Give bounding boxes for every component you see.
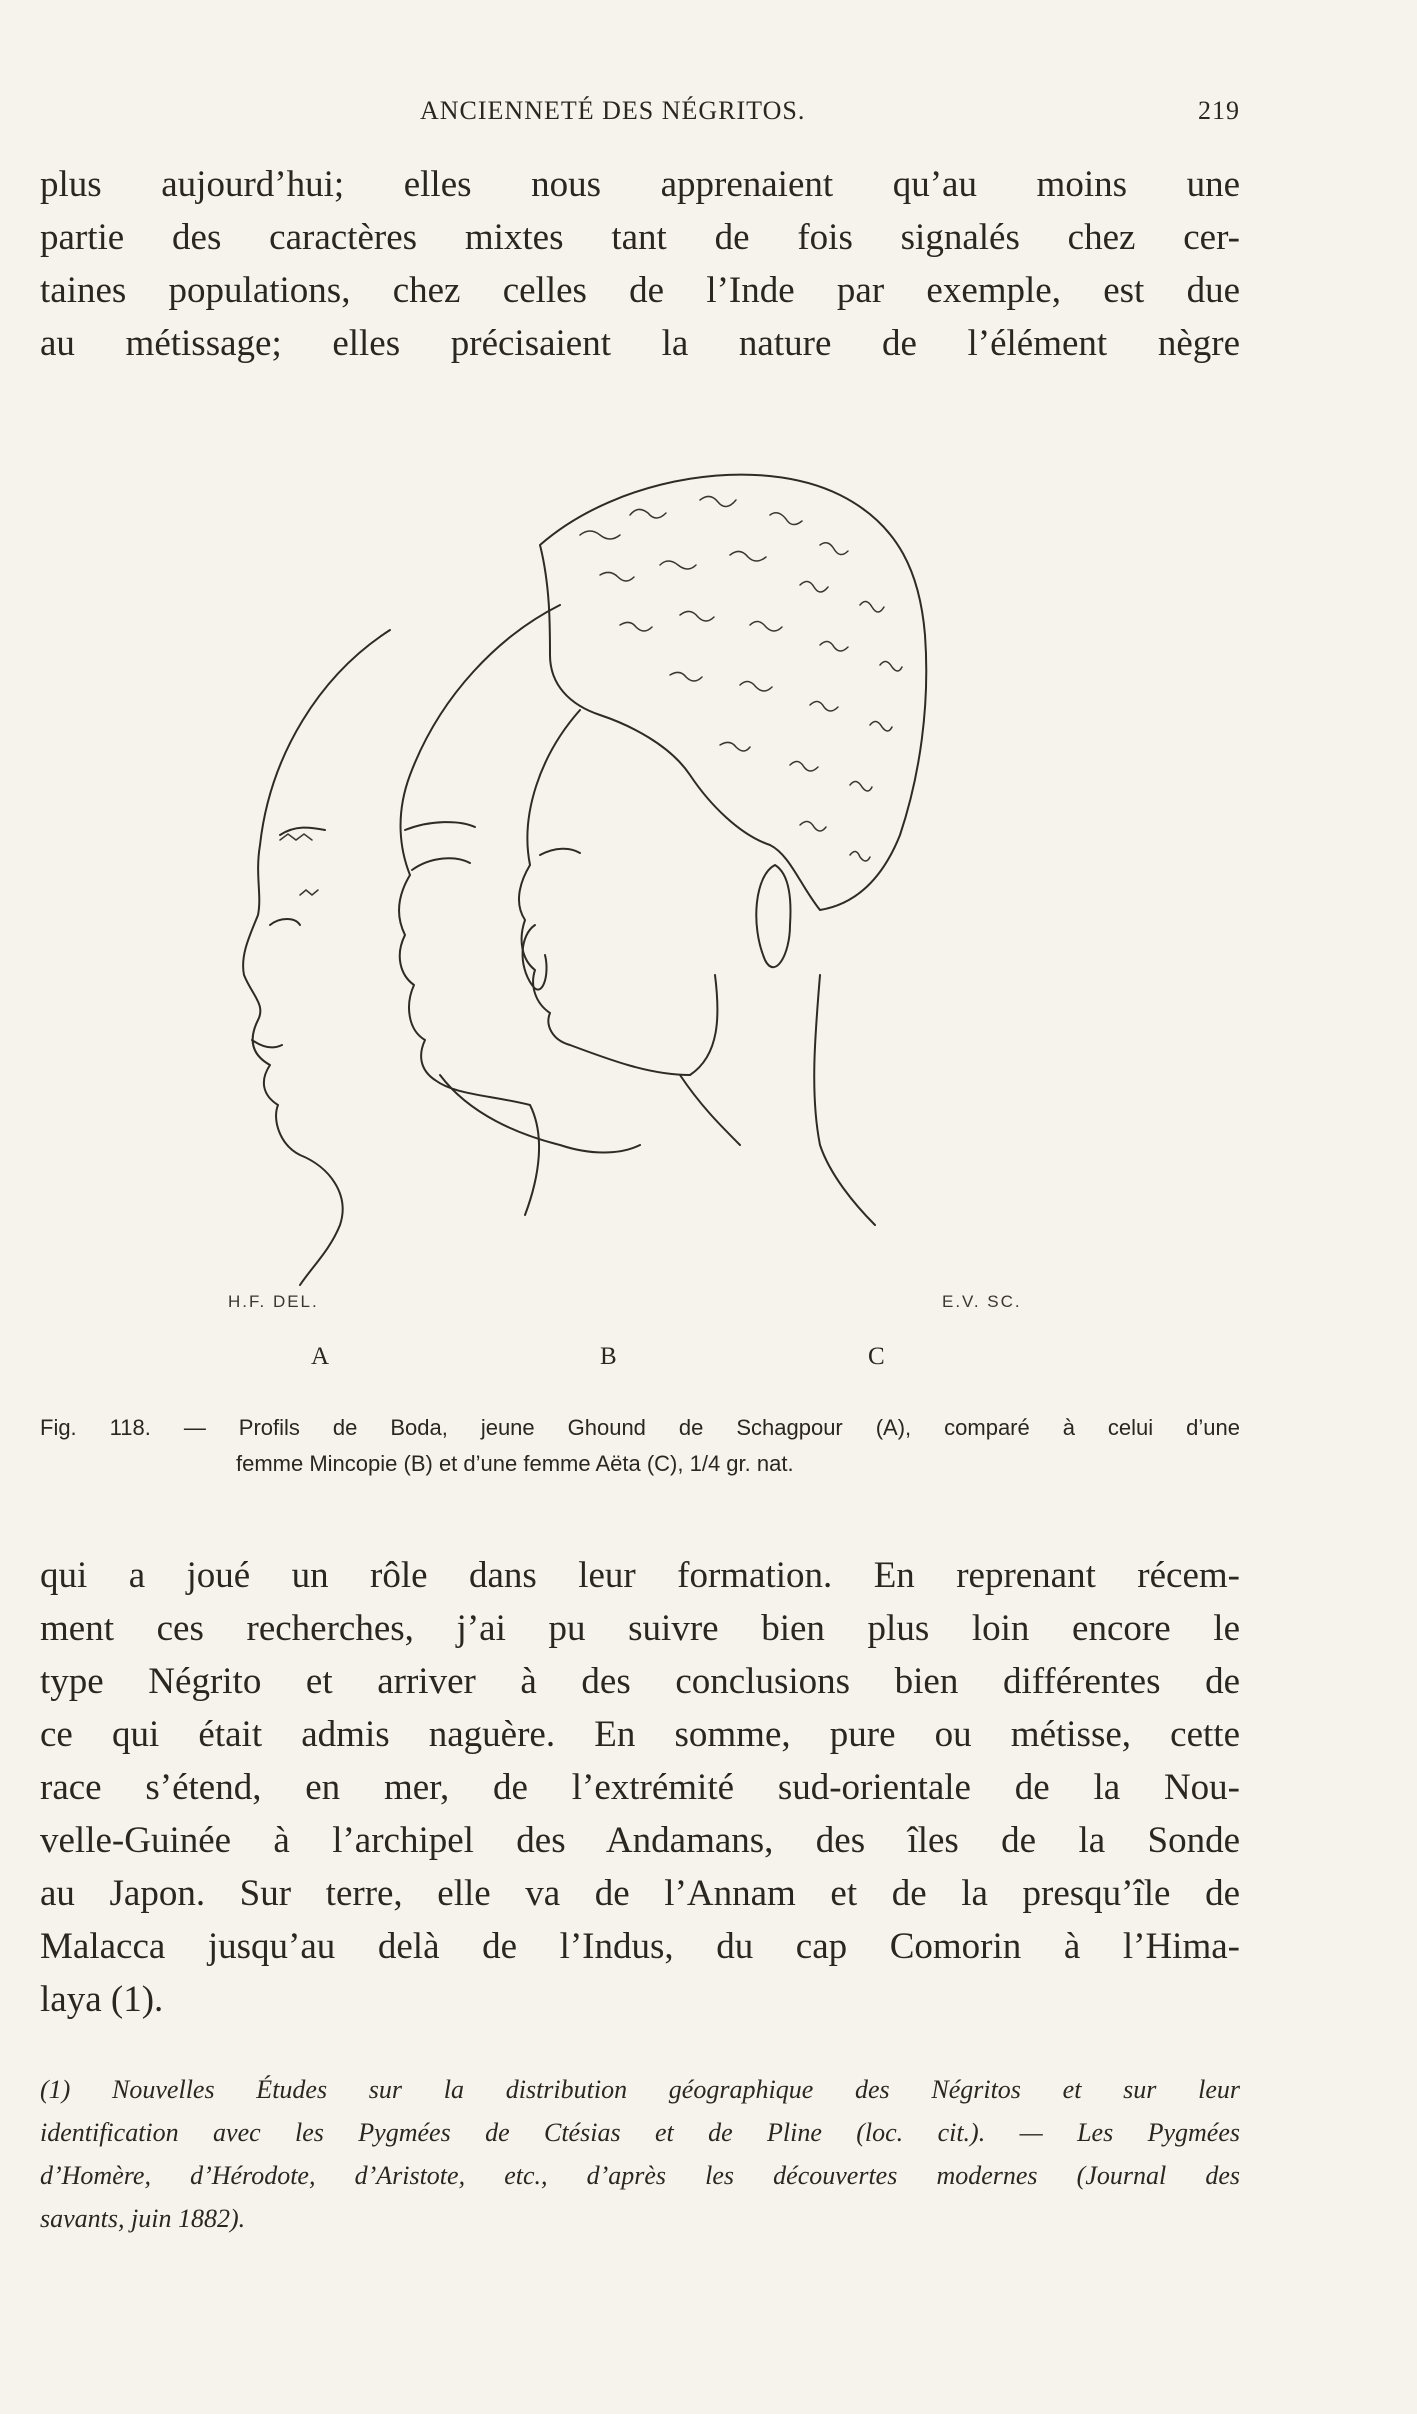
profile-c-outline <box>519 710 717 1075</box>
profile-c-eye <box>540 849 580 855</box>
body-text-top <box>40 158 1240 370</box>
figure-profiles <box>200 455 1100 1345</box>
engraver-signature-left: H.F. DEL. <box>228 1292 319 1311</box>
profile-b-outline <box>399 605 560 1215</box>
text-line: velle-Guinée à l’archipel des Andamans, des îles de la Sonde <box>40 1820 1240 1861</box>
text-line: race s’étend, en mer, de l’extrémité sud-orientale de la Nou- <box>40 1767 1240 1808</box>
text-line: Malacca jusqu’au delà de l’Indus, du cap Comorin à l’Hima- <box>40 1926 1240 1967</box>
footnote-line: savants, juin 1882). <box>40 2204 246 2233</box>
profile-a-mouth <box>252 1040 282 1047</box>
running-title: ANCIENNETÉ DES NÉGRITOS. <box>420 96 806 125</box>
text-line: qui a joué un rôle dans leur formation. En reprenant récem- <box>40 1555 1240 1596</box>
footnote-line: (1) Nouvelles Études sur la distribution géographique des Négritos et sur leur <box>40 2075 1240 2104</box>
text-line: ment ces recherches, j’ai pu suivre bien plus loin encore le <box>40 1608 1240 1649</box>
figure-letter-c: C <box>868 1343 885 1370</box>
profile-c-neck <box>814 975 875 1225</box>
page-number: 219 <box>1198 96 1240 125</box>
text-line: plus aujourd’hui; elles nous apprenaient qu’au moins une <box>40 164 1240 205</box>
engraver-signature-right: E.V. SC. <box>942 1292 1022 1311</box>
footnote <box>40 2068 1240 2240</box>
text-line: taines populations, chez celles de l’Inde par exemple, est due <box>40 270 1240 311</box>
text-line: ce qui était admis naguère. En somme, pure ou métisse, cette <box>40 1714 1240 1755</box>
text-line: au Japon. Sur terre, elle va de l’Annam et de la presqu’île de <box>40 1873 1240 1914</box>
hair-outline <box>540 475 926 910</box>
caption-line: Fig. 118. — Profils de Boda, jeune Ghound de Schagpour (A), comparé à celui d’une <box>40 1415 1240 1440</box>
text-line: au métissage; elles précisaient la nature de l’élément nègre <box>40 323 1240 364</box>
figure-caption <box>40 1410 1240 1482</box>
profile-b-eye <box>412 858 470 870</box>
text-line: type Négrito et arriver à des conclusions bien différentes de <box>40 1661 1240 1702</box>
profile-engraving-illustration <box>200 455 1100 1345</box>
profile-b-brow <box>405 822 475 830</box>
footnote-line: d’Homère, d’Hérodote, d’Aristote, etc., d’après les découvertes modernes (Journal des <box>40 2161 1240 2190</box>
profile-a-eye <box>270 919 300 925</box>
profile-c-ear <box>756 865 790 967</box>
caption-line: femme Mincopie (B) et d’une femme Aëta (C), 1/4 gr. nat. <box>236 1451 794 1476</box>
figure-letter-a: A <box>311 1343 330 1370</box>
profile-a-outline <box>243 630 390 1285</box>
profile-c-jaw <box>680 1075 740 1145</box>
footnote-line: identification avec les Pygmées de Ctésias et de Pline (loc. cit.). — Les Pygmées <box>40 2118 1240 2147</box>
figure-letter-b: B <box>600 1343 617 1370</box>
text-line: laya (1). <box>40 1979 164 2020</box>
body-text-bottom <box>40 1549 1240 2026</box>
profile-a-hairline <box>280 828 325 835</box>
text-line: partie des caractères mixtes tant de fois signalés chez cer- <box>40 217 1240 258</box>
